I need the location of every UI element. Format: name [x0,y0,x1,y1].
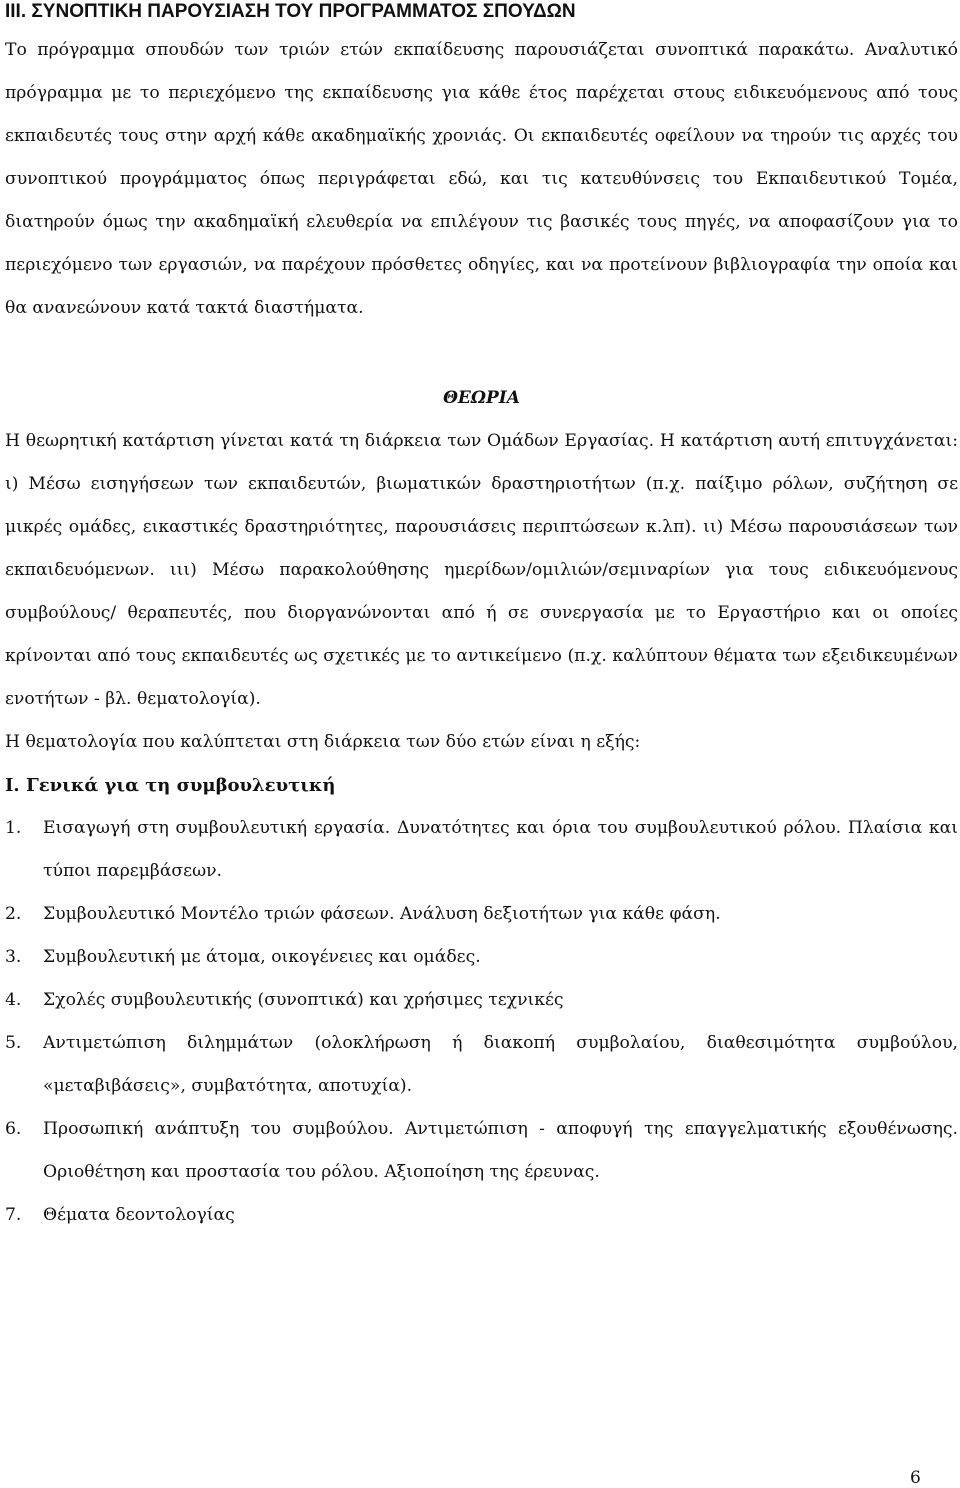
list-item-number: 1. [5,818,22,838]
list-item [5,1022,958,1108]
topics-list [5,807,958,1237]
list-item-text: Συμβουλευτική με άτομα, οικογένειες και ομάδες. [43,947,481,967]
list-item-text: Σχολές συμβουλευτικής (συνοπτικά) και χρήσιμες τεχνικές [43,990,564,1010]
document-page [5,0,958,1237]
list-item [5,1194,958,1237]
topics-intro: Η θεματολογία που καλύπτεται στη διάρκεια των δύο ετών είναι η εξής: [5,732,641,752]
list-item-number: 2. [5,904,22,924]
list-item [5,979,958,1022]
list-item-number: 7. [5,1205,22,1225]
theory-paragraph: Η θεωρητική κατάρτιση γίνεται κατά τη διάρκεια των Ομάδων Εργασίας. Η κατάρτιση αυτή επιτυγχάνεται: ι) Μέσω εισηγήσεων των εκπαιδευτών, βιωματικών δραστηριοτήτων (π.χ. παίξιμο ρόλων, συζήτηση σε μικρές ομάδες, εικαστικές δραστηριότητες, παρουσιάσεις περιπτώσεων κ.λπ). ιι) Μέσω παρουσιάσεων των εκπαιδευόμενων. ιιι) Μέσω παρακολούθησης ημερίδων/ομιλιών/σεμιναρίων για τους ειδικευόμενους συμβούλους/ θεραπευτές, που διοργανώνονται από ή σε συνεργασία με το Εργαστήριο και οι οποίες κρίνονται από τους εκπαιδευτές ως σχετικές με το αντικείμενο (π.χ. καλύπτουν θέματα των εξειδικευμένων ενοτήτων - βλ. θεματολογία). [5,431,958,709]
list-item-text: Συμβουλευτικό Μοντέλο τριών φάσεων. Ανάλυση δεξιοτήτων για κάθε φάση. [43,904,721,924]
list-item [5,1108,958,1194]
list-item-number: 6. [5,1119,22,1139]
list-item-number: 3. [5,947,22,967]
general-counseling-heading: Ι. Γενικά για τη συμβουλευτική [5,775,336,796]
section-heading: III. ΣΥΝΟΠΤΙΚΗ ΠΑΡΟΥΣΙΑΣΗ ΤΟΥ ΠΡΟΓΡΑΜΜΑΤΟΣ ΣΠΟΥΔΩΝ [5,1,576,22]
list-item-text: Εισαγωγή στη συμβουλευτική εργασία. Δυνατότητες και όρια του συμβουλευτικού ρόλου. Πλαίσια και τύποι παρεμβάσεων. [43,818,958,881]
list-item-number: 4. [5,990,22,1010]
list-item-text: Αντιμετώπιση διλημμάτων (ολοκλήρωση ή διακοπή συμβολαίου, διαθεσιμότητα συμβούλου, «μεταβιβάσεις», συμβατότητα, αποτυχία). [43,1033,958,1096]
list-item-text: Θέματα δεοντολογίας [43,1205,235,1225]
theory-title: ΘΕΩΡΙΑ [443,388,520,408]
intro-paragraph: Το πρόγραμμα σπουδών των τριών ετών εκπαίδευσης παρουσιάζεται συνοπτικά παρακάτω. Αναλυτικό πρόγραμμα με το περιεχόμενο της εκπαίδευσης για κάθε έτος παρέχεται στους ειδικευόμενους από τους εκπαιδευτές τους στην αρχή κάθε ακαδημαϊκής χρονιάς. Οι εκπαιδευτές οφείλουν να τηρούν τις αρχές του συνοπτικού προγράμματος όπως περιγράφεται εδώ, και τις κατευθύνσεις του Εκπαιδευτικού Τομέα, διατηρούν όμως την ακαδημαϊκή ελευθερία να επιλέγουν τις βασικές τους πηγές, να αποφασίζουν για το περιεχόμενο των εργασιών, να παρέχουν πρόσθετες οδηγίες, και να προτείνουν βιβλιογραφία την οποία και θα ανανεώνουν κατά τακτά διαστήματα. [5,40,958,318]
list-item [5,936,958,979]
list-item-number: 5. [5,1033,22,1053]
list-item [5,807,958,893]
list-item [5,893,958,936]
page-number: 6 [910,1468,921,1488]
list-item-text: Προσωπική ανάπτυξη του συμβούλου. Αντιμετώπιση - αποφυγή της επαγγελματικής εξουθένωσης. Οριοθέτηση και προστασία του ρόλου. Αξιοποίηση της έρευνας. [43,1119,958,1182]
